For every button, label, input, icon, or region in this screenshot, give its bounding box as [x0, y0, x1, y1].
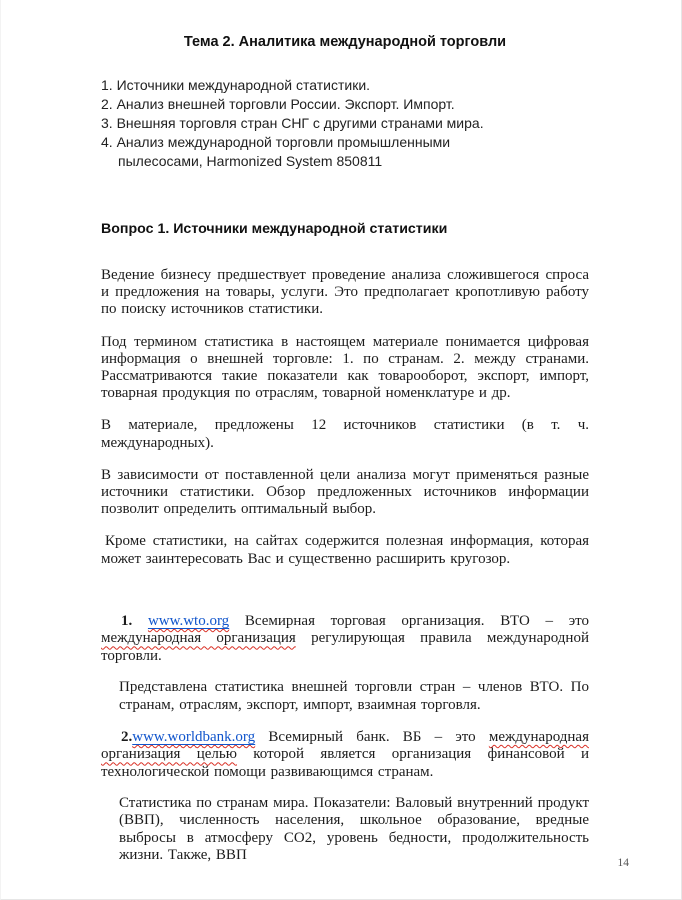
source-text: регулирующая правила международной торговли.	[101, 630, 589, 664]
worldbank-link[interactable]: www.worldbank.org	[132, 728, 256, 745]
source-number: 2.	[121, 728, 133, 745]
source-item-wto	[101, 613, 589, 666]
page-number: 14	[617, 857, 629, 869]
spellcheck-underline	[132, 729, 255, 745]
spellcheck-underline	[148, 613, 229, 629]
topic-list-item-1: 1. Источники международной статистики.	[101, 77, 371, 93]
source-note-worldbank: Статистика по странам мира. Показатели: Валовый внутренний продукт (ВВП), численность населения, школьное образование, вредные выбросы в атмосферу СО2, уровень бедности, продолжительность жизни. Также, ВВП	[119, 795, 589, 863]
source-note-wto: Представлена статистика внешней торговли стран – членов ВТО. По странам, отраслям, экспорт, импорт, взаимная торговля.	[119, 679, 589, 713]
paragraph-sources-count: В материале, предложены 12 источников статистики (в т. ч. международных).	[101, 417, 589, 451]
paragraph-intro: Ведение бизнесу предшествует проведение анализа сложившегося спроса и предложения на товары, услуги. Это предполагает кропотливую работу по поиску источников статистики.	[101, 267, 589, 318]
source-text: Всемирный банк. ВБ – это	[255, 728, 489, 745]
topic-list-item-4: 4. Анализ международной торговли промышленными	[101, 134, 451, 150]
topic-list	[101, 76, 589, 171]
spellcheck-flagged-text: международная организация	[101, 630, 296, 647]
paragraph-extra-info: Кроме статистики, на сайтах содержится полезная информация, которая может заинтересовать Вас и существенно расширить кругозор.	[101, 533, 589, 567]
source-number: 1.	[121, 612, 148, 629]
document-title: Тема 2. Аналитика международной торговли	[183, 34, 507, 50]
topic-list-item-2: 2. Анализ внешней торговли России. Экспорт. Импорт.	[101, 96, 455, 112]
spellcheck-flagged-text: международная организация целью	[101, 728, 589, 763]
sources-list	[101, 613, 589, 864]
paragraph-choice: В зависимости от поставленной цели анализа могут применяться разные источники статистики. Обзор предложенных источников информации позволит определить оптимальный выбор.	[101, 466, 589, 518]
wto-link[interactable]: www.wto.org	[147, 612, 230, 629]
topic-list-item-3: 3. Внешняя торговля стран СНГ с другими странами мира.	[101, 115, 484, 131]
paragraph-definition: Под термином статистика в настоящем материале понимается цифровая информация о внешней торговле: 1. по странам. 2. между странами. Рассматриваются такие показатели как товарооборот, экспорт, импорт, товарная продукция по отраслям, товарной номенклатуре и др.	[101, 333, 589, 402]
source-item-worldbank	[101, 729, 589, 782]
topic-list-item-4-continued: пылесосами, Harmonized System 850811	[118, 153, 383, 169]
source-text: которой является организация финансовой и технологической помощи развивающимся странам.	[101, 746, 589, 780]
source-text: Всемирная торговая организация. ВТО – это	[229, 612, 589, 629]
section-heading: Вопрос 1. Источники международной статистики	[101, 221, 448, 237]
